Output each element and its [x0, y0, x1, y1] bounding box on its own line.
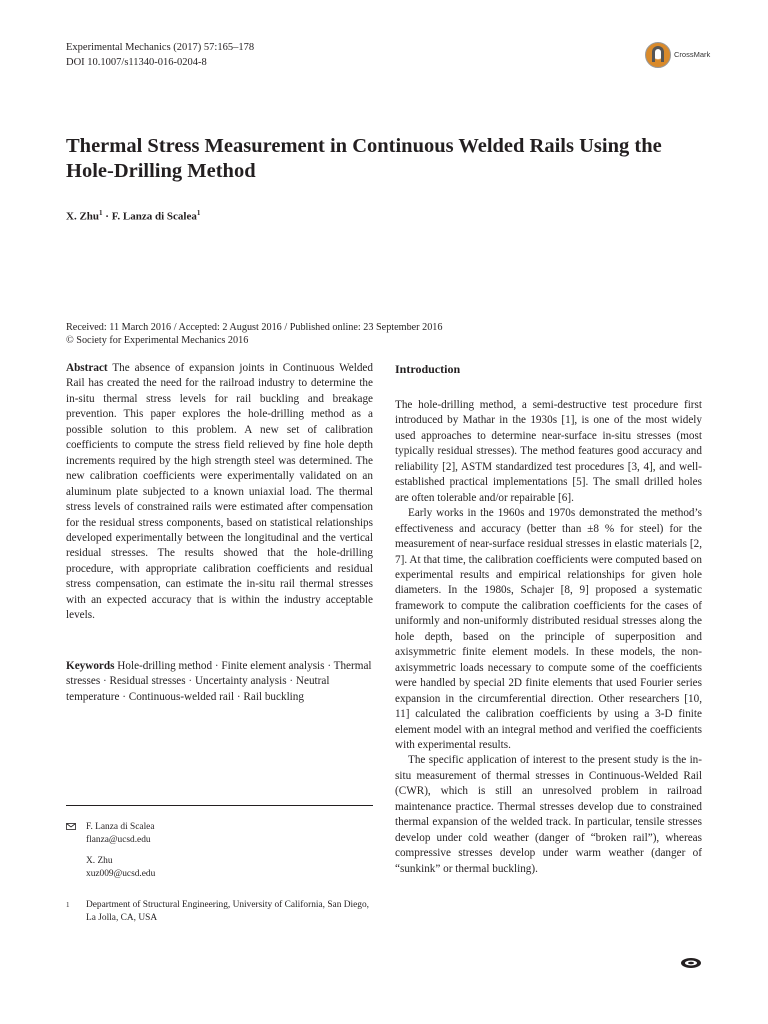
- doi-link[interactable]: DOI 10.1007/s11340-016-0204-8: [66, 57, 207, 68]
- body-paragraph: Early works in the 1960s and 1970s demonstrated the method’s effectiveness and accuracy (better than ±8 % for steel) for the measurement of near-surface residual stresses in elastic materials [2, 7]. At that time, the calibration coefficients were computed based on experimental results and empirical relationships for given hole diameters. In the 1980s, Schajer [8, 9] proposed a systematic framework to compute the calibration coefficients for the cases of uniformly and non-uniformly distributed residual stresses along the hole depth, based on the principle of superposition and axisymmetric finite element models. In these models, the non-axisymmetric loads necessary to compute some of the coefficients were handled by special 2D finite elements that used Fourier series expansion in the circumferential direction. Other researchers [10, 11] calculated the calibration coefficients by using a 3-D finite element model with an integral method and verified the coefficients with experimental results.: [395, 507, 702, 751]
- author-name[interactable]: F. Lanza di Scalea: [111, 210, 197, 223]
- right-column: [395, 361, 702, 877]
- author-separator: ·: [102, 210, 112, 223]
- author-affiliation-marker: 1: [196, 209, 201, 217]
- author-affiliation-marker: 1: [99, 209, 103, 217]
- paper-title: Thermal Stress Measurement in Continuous Welded Rails Using the Hole-Drilling Method: [66, 135, 662, 182]
- keywords-text: Hole-drilling method · Finite element analysis · Thermal stresses · Residual stresses · Uncertainty analysis · Neutral temperature · Continuous-welded rail · Rail buckling: [66, 659, 372, 703]
- coauthor-name: X. Zhu: [86, 856, 113, 866]
- crossmark-badge[interactable]: [645, 42, 715, 70]
- envelope-icon: [66, 823, 76, 830]
- left-column: [66, 361, 373, 716]
- author-list: [66, 209, 200, 223]
- corresponding-author-footnote: [66, 821, 373, 881]
- author-name[interactable]: X. Zhu: [66, 210, 100, 223]
- crossmark-label: CrossMark: [674, 50, 711, 59]
- publisher-logo-icon: [680, 957, 702, 969]
- footnote-divider: [66, 805, 373, 806]
- copyright-notice: © Society for Experimental Mechanics 2016: [66, 335, 249, 346]
- corresponding-author-name: F. Lanza di Scalea: [86, 822, 155, 832]
- abstract: [66, 361, 373, 624]
- crossmark-icon: [645, 42, 671, 68]
- keywords-label: Keywords: [66, 659, 115, 672]
- affiliation-number: 1: [66, 901, 70, 909]
- corresponding-author-email[interactable]: flanza@ucsd.edu: [86, 835, 151, 845]
- keywords: [66, 659, 373, 705]
- abstract-label: Abstract: [66, 362, 108, 374]
- affiliation-text: Department of Structural Engineering, University of California, San Diego, La Jolla, CA, USA: [86, 900, 369, 923]
- journal-reference: Experimental Mechanics (2017) 57:165–178: [66, 42, 255, 53]
- coauthor-email[interactable]: xuz009@ucsd.edu: [86, 869, 156, 879]
- section-heading: Introduction: [395, 362, 461, 376]
- abstract-text: The absence of expansion joints in Continuous Welded Rail has created the need for the railroad industry to determine the in-situ thermal stress levels for rail buckling and breakage prevention. This paper explores the hole-drilling method as a possible solution to this problem. A new set of calibration coefficients to compute the stress field relieved by fine hole depth increments required by the high strength steel was determined. The new calibration coefficients were experimentally validated on an aluminum plate subjected to a known uniaxial load. The thermal stress levels of constrained rails were estimated after compensation for the residual stress components, based on statistical relationships developed experimentally between the longitudinal and the vertical residual stresses. The results showed that the hole-drilling procedure, with appropriate calibration coefficients and residual stress compensation, can estimate the in-situ rail thermal stresses with an expected accuracy that is within the industry acceptable levels.: [66, 362, 373, 622]
- body-paragraph: The specific application of interest to the present study is the in-situ measurement of thermal stresses in Continuous-Welded Rail (CWR), which is still an unresolved problem in railroad maintenance practice. Thermal stresses develop due to constrained thermal expansion of the welded track. In particular, tensile stresses develop under cold weather (danger of “broken rail”), whereas compressive stresses develop under warm weather (danger of “sunkink” or thermal buckling).: [395, 754, 702, 875]
- publication-dates: Received: 11 March 2016 / Accepted: 2 August 2016 / Published online: 23 September 2016: [66, 322, 443, 333]
- body-paragraph: The hole-drilling method, a semi-destructive test procedure first introduced by Mathar in the 1930s [1], is one of the most widely used approaches to determine near-surface in-situ stresses (most typically residual stresses). The method features good accuracy and reliability [2], ASTM standardized test procedures [3, 4], and well-established practical implementations [5]. The small drilled holes are often tolerable and/or repairable [6].: [395, 399, 702, 504]
